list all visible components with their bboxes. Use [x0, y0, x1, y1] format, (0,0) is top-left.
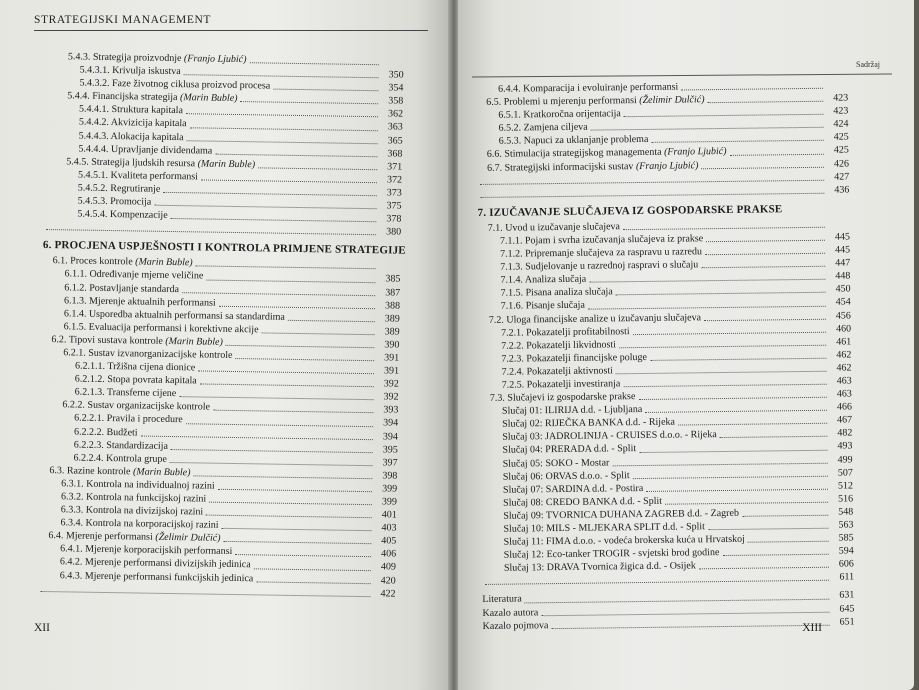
- toc-page-number: 651: [839, 616, 855, 628]
- dot-leader: [665, 501, 828, 505]
- toc-page-number: 354: [388, 82, 404, 94]
- dot-leader: [235, 554, 371, 558]
- toc-entry-label: 5.4.4.4. Upravljanje dividendama: [78, 143, 213, 157]
- dot-leader: [485, 579, 829, 585]
- toc-entry-label: 7.2.2. Pokazatelji likvidnosti: [501, 338, 616, 352]
- dot-leader: [706, 239, 825, 242]
- toc-page-number: 493: [837, 440, 853, 453]
- dot-leader: [171, 448, 373, 453]
- toc-page-number: 450: [835, 283, 851, 295]
- toc-page-number: 426: [833, 158, 850, 170]
- dot-leader: [646, 488, 828, 492]
- toc-page-number: 391: [383, 365, 400, 377]
- dot-leader: [624, 113, 824, 117]
- dot-leader: [651, 139, 823, 143]
- toc-entry-author: (Marin Buble): [165, 335, 223, 348]
- toc-page-number: 401: [381, 509, 397, 521]
- toc-entry-label: Slučaj 11: FIMA d.o.o. - vodeća brokerska kuća u Hrvatskoj: [503, 533, 745, 548]
- dot-leader: [256, 580, 370, 584]
- toc-page-number: 388: [384, 299, 401, 312]
- toc-entry-label: Slučaj 08: CREDO BANKA d.d. - Split: [503, 495, 663, 509]
- toc-entry-label: 5.4.3.1. Krivulja iskustva: [79, 64, 181, 78]
- toc-page-number: 390: [384, 339, 400, 351]
- dot-leader: [742, 514, 828, 517]
- dot-leader: [254, 567, 371, 571]
- dot-leader: [206, 278, 375, 283]
- toc-entry-author: (Franjo Ljubić): [183, 53, 247, 66]
- page-number: XII: [34, 622, 50, 634]
- toc-entry-label: 6.1.4. Usporedba aktualnih performansi sa standardima: [63, 308, 285, 323]
- toc-entry-label: 6.6. Stimulacija strategijskog managementa: [486, 147, 665, 161]
- toc-page-number: 585: [838, 532, 854, 544]
- toc-page-number: 425: [833, 144, 849, 157]
- dot-leader: [701, 265, 825, 269]
- toc-entry-label: 7.1.5. Pisana analiza slučaja: [500, 286, 613, 300]
- toc-page-number: 611: [839, 571, 855, 583]
- toc-entry-label: 6.5. Problemi u mjerenju performansi: [486, 95, 640, 108]
- dot-leader: [258, 166, 377, 170]
- toc-page-number: 405: [381, 535, 397, 547]
- dot-leader: [187, 139, 378, 144]
- toc-entry-label: Slučaj 07: SARDINA d.d. - Postira: [502, 482, 644, 496]
- dot-leader: [638, 396, 826, 400]
- toc-page-number: 645: [839, 602, 855, 615]
- dot-leader: [678, 422, 827, 426]
- toc-entry-label: 7.2. Uloga financijske analize u izučavanju slučajeva: [488, 311, 702, 326]
- page-number: XIII: [802, 622, 822, 634]
- toc-entry-label: 7.1.1. Pojam i svrha izučavanja slučajeva iz prakse: [499, 233, 704, 247]
- toc-entry-title: [74, 425, 138, 439]
- toc-page-number: 460: [835, 323, 852, 335]
- toc-page-number: 467: [837, 414, 853, 426]
- toc-entry-label: 6.1.1. Određivanje mjerne veličine: [64, 268, 204, 282]
- toc-entry-label: Slučaj 06: ORVAS d.o.o. - Split: [502, 469, 630, 483]
- toc-entry-label: 6.5.1. Kratkoročna orijentacija: [498, 108, 621, 121]
- toc-entry-label: 7. IZUČAVANJE SLUČAJEVA IZ GOSPODARSKE PRAKSE: [477, 203, 783, 219]
- toc-entry-label: Slučaj 05: SOKO - Mostar: [502, 456, 610, 470]
- toc-page-number: 516: [838, 493, 854, 505]
- toc-entry-label: 6.4.4. Komparacija i evoluiranje performansi: [498, 81, 679, 95]
- toc-entry-label: Slučaj 13: DRAVA Tvornica žigica d.d. - Osijek: [503, 560, 696, 574]
- toc-entry-label: 7.3. Slučajevi iz gospodarske prakse: [489, 391, 636, 404]
- toc-page-number: 385: [385, 273, 401, 286]
- toc-entry-label: 6.3. Razine kontrole: [49, 464, 134, 478]
- dot-leader: [633, 474, 828, 478]
- toc-entry-label: 6.7. Strategijski informacijski sustav: [486, 160, 636, 174]
- dot-leader: [704, 317, 826, 320]
- dot-leader: [708, 100, 824, 103]
- dot-leader: [198, 370, 374, 375]
- toc-page-number: 373: [386, 187, 402, 199]
- dot-leader: [681, 87, 823, 91]
- toc-page-number: 358: [388, 95, 404, 107]
- toc-entry-label: 7.1.4. Analiza slučaja: [500, 273, 587, 286]
- toc-entry-label: Literatura: [482, 593, 522, 606]
- toc-page-number: 448: [835, 270, 851, 282]
- toc-entry-label: 5.4.4.2. Akvizicija kapitala: [78, 116, 187, 130]
- toc-page-number: 420: [380, 574, 396, 587]
- toc-page-number: 406: [381, 548, 397, 560]
- dot-leader: [588, 304, 826, 309]
- dot-leader: [249, 61, 378, 65]
- toc-entry-label: 6.2.1.3. Transferne cijene: [74, 386, 177, 400]
- dot-leader: [222, 527, 372, 531]
- toc-entry-label: Slučaj 12: Eco-tanker TROGIR - svjetski brod godine: [503, 547, 720, 561]
- toc-entry-label: Slučaj 09: TVORNICA DUHANA ZAGREB d.d. - Zagreb: [503, 507, 739, 522]
- toc-page-number: 548: [838, 506, 854, 518]
- toc-page-number: 482: [837, 427, 853, 439]
- toc-page-number: 423: [833, 105, 849, 117]
- toc-entry-label: 6.1.2. Postavljanje standarda: [64, 281, 180, 295]
- dot-leader: [223, 540, 371, 544]
- toc-entry-label: 6.2.1.1. Tržišna cijena dionice: [74, 360, 196, 374]
- toc-list-left: [37, 50, 404, 600]
- dot-leader: [219, 304, 375, 308]
- toc-page-number: 594: [838, 545, 854, 557]
- toc-entry-label: 6.1.3. Mjerenje aktualnih performansi: [63, 294, 216, 309]
- toc-entry-title: [500, 273, 586, 287]
- toc-entry-label: 5.4.5.2. Regrutiranje: [77, 182, 161, 195]
- toc-entry-label: 6.2.2.2. Budžeti: [73, 426, 138, 439]
- toc-entry-author: (Marin Buble): [179, 92, 238, 105]
- toc-page-number: 387: [385, 286, 401, 299]
- toc-entry-title: [482, 606, 538, 620]
- toc-page-number: 436: [834, 184, 850, 196]
- toc-page-number: 365: [387, 134, 403, 147]
- dot-leader: [193, 474, 372, 479]
- toc-entry-label: 6.1.5. Evaluacija performansi i korektivne akcije: [63, 321, 259, 336]
- dot-leader: [201, 178, 377, 183]
- toc-page-number: 454: [835, 296, 851, 309]
- toc-page-number: 463: [836, 375, 852, 387]
- toc-page-number: 403: [381, 522, 397, 534]
- toc-page-number: 499: [837, 453, 853, 466]
- toc-page-number: 371: [387, 161, 403, 173]
- toc-entry-title: [78, 195, 152, 209]
- toc-entry-label: Kazalo autora: [482, 606, 539, 619]
- toc-entry-label: 6.2.2.1. Pravila i procedure: [74, 412, 183, 426]
- toc-page-number: 394: [382, 430, 399, 443]
- toc-entry-label: 6.5.2. Zamjena ciljeva: [498, 121, 588, 135]
- toc-page-number: 456: [835, 309, 851, 322]
- dot-leader: [612, 461, 827, 466]
- dot-leader: [170, 461, 373, 466]
- header-rule: [472, 74, 892, 78]
- toc-entry-label: 6.4.2. Mjerenje performansi divizijskih jedinica: [59, 556, 251, 571]
- toc-page-number: 389: [384, 313, 400, 325]
- toc-page-number: 391: [384, 352, 400, 364]
- toc-entry-label: Slučaj 02: RIJEČKA BANKA d.d. - Rijeka: [502, 416, 676, 430]
- toc-entry-label: 7.1.2. Pripremanje slučajeva za raspravu u razredu: [500, 246, 703, 260]
- toc-entry-label: 5.4.3. Strategija proizvodnje: [67, 51, 185, 65]
- toc-entry-author: (Franjo Ljubić): [663, 146, 727, 159]
- toc-entry-label: 6.4. Mjerenje performansi: [48, 530, 156, 544]
- toc-page-number: 461: [836, 336, 852, 348]
- dot-leader: [288, 319, 375, 322]
- dot-leader: [226, 344, 375, 348]
- header-rule: [34, 30, 428, 31]
- toc-page-number: 445: [834, 231, 850, 243]
- toc-page-number: 631: [839, 589, 855, 602]
- toc-entry-label: 6.4.1. Mjerenje korporacijskih performansi: [60, 543, 233, 558]
- toc-page-number: 422: [380, 587, 396, 600]
- toc-entry-author: (Franjo Ljubić): [635, 159, 699, 172]
- dot-leader: [184, 73, 379, 78]
- toc-entry-label: 7.1. Uvod u izučavanje slučajeva: [487, 221, 621, 234]
- toc-entry-title: [501, 299, 585, 313]
- toc-entry-title: [503, 456, 610, 470]
- toc-list-right: [476, 78, 855, 632]
- running-head: STRATEGIJSKI MANAGEMENT: [34, 14, 212, 26]
- toc-page-number: 427: [834, 171, 850, 183]
- toc-entry-label: 6. PROCJENA USPJEŠNOSTI I KONTROLA PRIMJENE STRATEGIJE: [42, 239, 406, 257]
- toc-page-number: 423: [833, 92, 849, 104]
- left-page: [0, 0, 452, 690]
- right-page: [458, 0, 914, 690]
- toc-entry-author: (Želimir Dulčić): [155, 532, 221, 545]
- toc-page-number: 397: [382, 457, 398, 469]
- dot-leader: [699, 566, 829, 570]
- toc-page-number: 380: [386, 226, 402, 238]
- toc-entry-label: 7.1.3. Sudjelovanje u razrednoj raspravi o slučaju: [500, 259, 699, 273]
- toc-entry-label: 7.2.3. Pokazatelji financijske poluge: [501, 351, 647, 365]
- dot-leader: [215, 152, 377, 157]
- toc-entry-label: 7.2.5. Pokazatelji investiranja: [501, 378, 621, 391]
- dot-leader: [240, 100, 378, 104]
- dot-leader: [186, 422, 373, 427]
- dot-leader: [171, 217, 377, 222]
- toc-entry-author: (Marin Buble): [132, 466, 191, 479]
- dot-leader: [645, 409, 827, 413]
- toc-entry-label: Kazalo pojmova: [482, 619, 549, 632]
- toc-entry-title: [498, 121, 587, 135]
- toc-entry-title: [501, 364, 613, 378]
- dot-leader: [623, 226, 825, 230]
- toc-entry-label: Slučaj 03: JADROLINIJA - CRUISES d.o.o. - Rijeka: [502, 429, 717, 444]
- toc-page-number: 389: [384, 326, 400, 338]
- dot-leader: [633, 330, 826, 334]
- dot-leader: [209, 501, 372, 506]
- toc-entry-label: 6.5.3. Napuci za uklanjanje problema: [498, 134, 649, 148]
- toc-entry-label: 7.2.4. Pokazatelji aktivnosti: [501, 365, 613, 378]
- toc-page-number: 350: [388, 69, 404, 81]
- toc-entry-label: 5.4.4. Financijska strategija: [67, 90, 181, 104]
- toc-page-number: 393: [383, 404, 399, 416]
- toc-page-number: 363: [387, 121, 403, 134]
- dot-leader: [722, 553, 828, 556]
- running-head: Sadržaj: [856, 60, 880, 69]
- toc-page-number: 447: [835, 257, 851, 269]
- dot-leader: [190, 126, 378, 131]
- dot-leader: [40, 590, 370, 597]
- toc-page-number: 378: [386, 213, 402, 225]
- dot-leader: [616, 291, 826, 296]
- toc-page-number: 445: [835, 244, 851, 256]
- toc-page-number: 606: [838, 558, 854, 570]
- toc-entry-title: [482, 593, 522, 607]
- toc-entry-label: 5.4.4.3. Alokacija kapitala: [78, 130, 184, 143]
- dot-leader: [623, 383, 826, 387]
- toc-page-number: 507: [837, 467, 853, 479]
- dot-leader: [46, 228, 376, 235]
- dot-leader: [480, 192, 824, 198]
- toc-page-number: 462: [836, 349, 852, 361]
- toc-entry-label: 5.4.5.4. Kompenzacije: [77, 208, 168, 222]
- dot-leader: [591, 126, 824, 131]
- toc-entry-label: 6.2. Tipovi sustava kontrole: [51, 333, 166, 347]
- toc-entry-label: 5.4.4.1. Struktura kapitala: [78, 103, 184, 117]
- toc-entry-label: 6.2.2.3. Standardizacija: [73, 439, 169, 452]
- toc-entry-title: [500, 286, 612, 300]
- dot-leader: [179, 395, 373, 400]
- dot-leader: [551, 623, 829, 628]
- toc-page-number: 375: [386, 200, 402, 212]
- dot-leader: [650, 357, 826, 361]
- toc-entry-author: (Marin Buble): [197, 158, 256, 171]
- toc-entry-title: [78, 181, 161, 195]
- toc-page-number: 512: [837, 480, 854, 492]
- toc-page-number: 466: [836, 401, 853, 413]
- dot-leader: [186, 113, 378, 118]
- toc-entry-label: 6.4.3. Mjerenje performansi funkcijskih jedinica: [59, 569, 254, 584]
- toc-entry-author: (Marin Buble): [135, 256, 193, 269]
- toc-page-number: 424: [833, 118, 849, 130]
- toc-page-number: 368: [387, 148, 403, 160]
- dot-leader: [616, 370, 827, 375]
- toc-page-number: 392: [383, 391, 399, 403]
- toc-page-number: 425: [833, 131, 849, 144]
- toc-page-number: 372: [386, 174, 403, 186]
- toc-entry-label: 6.2.2. Sustav organizacijske kontrole: [62, 399, 211, 413]
- dot-leader: [701, 165, 824, 168]
- toc-entry-label: 5.4.5.1. Kvaliteta performansi: [77, 169, 199, 183]
- dot-leader: [206, 514, 372, 519]
- toc-page-number: 362: [387, 108, 404, 120]
- toc-entry-label: 7.2.1. Pokazatelji profitabilnosti: [500, 325, 630, 339]
- dot-leader: [730, 152, 824, 155]
- toc-entry-label: 6.3.3. Kontrola na divizijskoj razini: [60, 504, 204, 518]
- dot-leader: [262, 331, 375, 335]
- toc-page-number: 409: [380, 561, 397, 574]
- toc-page-number: 392: [383, 378, 399, 390]
- dot-leader: [589, 278, 825, 283]
- toc-entry-author: (Želimir Dulčić): [639, 94, 705, 107]
- toc-entry-label: 6.2.1.2. Stopa povrata kapitala: [74, 373, 197, 387]
- toc-entry-label: 6.3.4. Kontrola na korporacijskoj razini: [60, 517, 219, 531]
- toc-page-number: 399: [382, 483, 398, 495]
- toc-entry-label: 7.1.6. Pisanje slučaja: [500, 300, 585, 313]
- toc-entry-label: Slučaj 01: ILIRIJA d.d. - Ljubljana: [501, 404, 643, 417]
- toc-page-number: 399: [381, 496, 398, 508]
- dot-leader: [708, 527, 829, 530]
- dot-leader: [705, 252, 825, 255]
- toc-page-number: 398: [382, 470, 398, 482]
- toc-entry-label: Slučaj 10: MILS - MLJEKARA SPLIT d.d. - Split: [503, 521, 706, 535]
- toc-entry-label: 6.2.1. Sustav izvanorganizacijske kontrole: [63, 347, 233, 361]
- toc-entry-title: [483, 619, 549, 633]
- toc-entry-label: 6.3.1. Kontrola na individualnoj razini: [61, 478, 215, 492]
- dot-leader: [196, 265, 376, 270]
- toc-entry-label: 6.1. Proces kontrole: [52, 255, 136, 268]
- toc-entry-label: Slučaj 04: PRERADA d.d. - Split: [502, 443, 637, 457]
- toc-entry-label: 6.3.2. Kontrola na funkcijskoj razini: [60, 491, 207, 505]
- toc-page-number: 395: [382, 443, 398, 456]
- dot-leader: [218, 488, 372, 492]
- dot-leader: [200, 383, 374, 388]
- toc-page-number: 463: [836, 388, 852, 400]
- dot-leader: [273, 88, 378, 92]
- toc-page-number: 563: [838, 519, 854, 531]
- dot-leader: [720, 435, 828, 438]
- toc-entry-label: 5.4.5.3. Promocija: [77, 195, 152, 208]
- toc-entry-label: 6.2.2.4. Kontrola grupe: [73, 452, 168, 465]
- toc-page-number: 394: [383, 417, 399, 430]
- toc-entry-label: 5.4.3.2. Faze životnog ciklusa proizvod procesa: [79, 77, 271, 92]
- dot-leader: [235, 357, 374, 361]
- toc-page-number: 462: [836, 362, 852, 374]
- dot-leader: [639, 448, 827, 452]
- dot-leader: [748, 540, 829, 543]
- toc-entry-label: 5.4.5. Strategija ljudskih resursa: [66, 156, 198, 170]
- dot-leader: [213, 409, 373, 414]
- dot-leader: [182, 291, 375, 296]
- dot-leader: [619, 344, 826, 349]
